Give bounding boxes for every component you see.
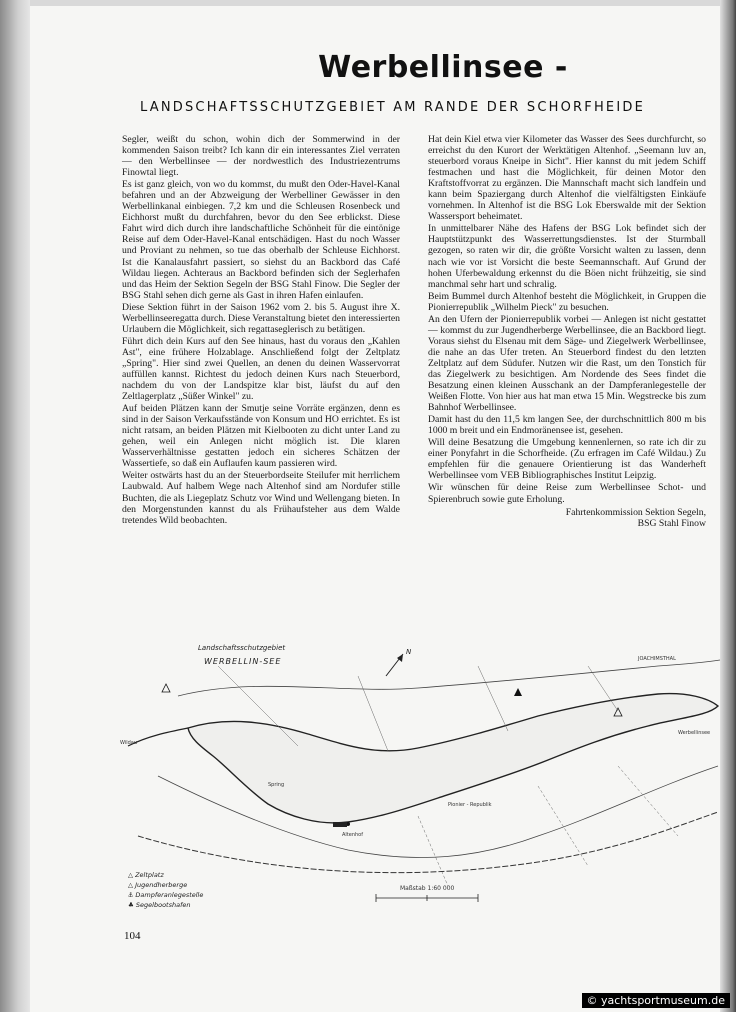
scale-bar xyxy=(376,894,478,902)
book-spine xyxy=(0,0,30,1012)
paragraph: Weiter ostwärts hast du an der Steuerbordseite Steilufer mit herrlichem Laubwald. Auf halbem Wege nach Altenhof sind am Nordufer stille Buchten, die als Liegeplatz Schutz vor Wind und Wellengang bieten. In den Morgenstunden kannst du als Frühaufsteher aus dem Walde tretendes Wild beobachten. xyxy=(122,470,400,526)
page-number: 104 xyxy=(124,930,141,942)
paragraph: In unmittelbarer Nähe des Hafens der BSG Lok befindet sich der Hauptstützpunkt des Wasserrettungsdienstes. Ist der Sturmball gezogen, so raten wir dir, die größte Vorsicht walten zu lassen, denn nach wie vor ist Vorsicht die beste Seemannschaft. Auf Grund der hohen Uferbewaldung erkennst du die Böen nicht frühzeitig, sie sind manchmal sehr hart und schralig. xyxy=(428,223,706,290)
paragraph: Führt dich dein Kurs auf den See hinaus, hast du voraus den „Kahlen Ast", eine frühere Holzablage. Anschließend folgt der Zeltplatz „Spring". Hier sind zwei Quellen, an denen du deinen Wasservorrat auffüllen kannst. Richtest du jedoch deinen Kurs nach Steuerbord, nachdem du von der Landspitze klar bist, läufst du auf den Zeltlagerplatz „Süßer Winkel" zu. xyxy=(122,335,400,403)
map-title-line1: Landschaftsschutzgebiet xyxy=(198,644,286,652)
legend-item: ♣ Segelbootshafen xyxy=(128,901,191,909)
map-legend xyxy=(128,870,203,910)
campsite-icon xyxy=(514,688,522,696)
paragraph: Will deine Besatzung die Umgebung kennenlernen, so rate ich dir zu einer Ponyfahrt in die Schorfheide. (Zu erfragen im Café Wildau.) Zu empfehlen für die genauere Orientierung ist das Wanderheft Werbellinsee vom VEB Bibliographisches Institut Leipzig. xyxy=(428,437,706,482)
paragraph: An den Ufern der Pionierrepublik vorbei — Anlegen ist nicht gestattet — kommst du zur Jugendherberge Werbellinsee, die an Backbord liegt. Voraus siehst du Elsenau mit dem Säge- und Ziegelwerk Werbellinsee, die nahe an das Ufer treten. An Steuerbord findest du den letzten Zeltplatz auf dem Südufer. Nutzen wir die Rast, um den Tonstich für das Ziegelwerk zu besichtigen. Am Nordende des Sees findet die Besatzung einen kleinen Ausschank an der Dampferanlegestelle der Weißen Flotte. Von hier aus hat man etwa 15 Min. Wegstrecke bis zum Bahnhof Werbellinsee. xyxy=(428,313,706,414)
place-pionier-republik: Pionier - Republik xyxy=(448,802,492,808)
paragraph: Hat dein Kiel etwa vier Kilometer das Wasser des Sees durchfurcht, so erreichst du den Kurort der Werktätigen Altenhof. „Seemann luv an, steuerbord voraus Kneipe in Sicht". Hier kannst du mit jedem Schiff festmachen und hast die Möglichkeit, für deinen Motor den Kraftstoffvorrat zu ergänzen. Die Mannschaft macht sich landfein und kann beim Spaziergang durch Altenhof die vielfältigsten Einkäufe vornehmen. In Altenhof ist die BSG Lok Eberswalde mit der Sektion Wassersport beheimatet. xyxy=(428,134,706,223)
paragraph: Auf beiden Plätzen kann der Smutje seine Vorräte ergänzen, denn es sind in der Saison Verkaufsstände von Konsum und HO errichtet. Es ist nicht ratsam, an beiden Plätzen mit Kielbooten zu dicht unter Land zu gehen, weil ein Anlegen nicht möglich ist. Die klaren Wasserverhältnisse gestatten jedoch ein sicheres Schätzen der Wassertiefe, so daß ein Auflaufen kaum passieren wird. xyxy=(122,403,400,470)
paragraph: Damit hast du den 11,5 km langen See, der durchschnittlich 800 m bis 1000 m breit und ein Endmoränensee ist, gesehen. xyxy=(428,414,706,437)
article-subtitle: LANDSCHAFTSSCHUTZGEBIET AM RANDE DER SCHORFHEIDE xyxy=(140,100,646,115)
paragraph: Diese Sektion führt in der Saison 1962 vom 2. bis 5. August ihre X. Werbellinseeregatta durch. Diese Veranstaltung bietet den interessierten Urlaubern die Möglichkeit, sich regattaseglerisch zu betätigen. xyxy=(122,301,400,335)
article-title: Werbellinsee - xyxy=(318,50,568,85)
lake-map xyxy=(118,636,722,906)
legend-item: △ Zeltplatz xyxy=(128,871,164,879)
campsite-icon xyxy=(162,684,170,692)
village-altenhof-icon xyxy=(333,822,347,827)
legend-item: △ Jugendherberge xyxy=(128,881,188,889)
paragraph: Es ist ganz gleich, von wo du kommst, du mußt den Oder-Havel-Kanal befahren und an der Abzweigung der Werbelliner Gewässer in den Werbellinkanal einbiegen. 7,2 km und die Schleusen Rosenbeck und Eichhorst mußt du durchfahren, bevor du den See erblickst. Diese Fahrt wird dich durch ihre landschaftliche Schönheit für die eintönige Reise auf dem Oder-Havel-Kanal entschädigen. Hast du noch Wasser und Proviant zu nehmen, so tue das oberhalb der Schleuse Eichhorst. Ist die Kanalausfahrt passiert, so siehst du an Backbord das Café Wildau liegen. Achteraus an Backbord befinden sich der Seglerhafen und das Heim der Sektion Segeln der BSG Stahl Finow. Die Segler der BSG Stahl sehen dich gerne als Gast in ihren Hafen einlaufen. xyxy=(122,179,400,301)
paragraph: Segler, weißt du schon, wohin dich der Sommerwind in der kommenden Saison treibt? Ich kann dir ein interessantes Ziel verraten — den Werbellinsee — der nordwestlich des Industriezentrums Finowtal liegt. xyxy=(122,134,400,179)
place-joachimsthal: JOACHIMSTHAL xyxy=(638,656,676,662)
paragraph: Beim Bummel durch Altenhof besteht die Möglichkeit, in Gruppen die Pionierrepublik „Wilhelm Pieck" zu besuchen. xyxy=(428,290,706,313)
left-text-column xyxy=(122,134,400,527)
page-edge-shadow xyxy=(720,0,736,1012)
map-scale: Maßstab 1:60 000 xyxy=(400,885,455,892)
signature-line: BSG Stahl Finow xyxy=(637,517,706,529)
right-text-column xyxy=(428,134,706,529)
place-spring: Spring xyxy=(268,782,285,788)
railway xyxy=(138,812,718,873)
place-wildau: Wildau xyxy=(120,740,138,746)
place-altenhof: Altenhof xyxy=(342,832,364,838)
signature xyxy=(428,507,706,529)
north-arrow xyxy=(386,648,412,676)
paragraph: Wir wünschen für deine Reise zum Werbellinsee Schot- und Spierenbruch sowie gute Erholung. xyxy=(428,482,706,505)
map-title-line2: WERBELLIN-SEE xyxy=(204,657,282,666)
north-label: N xyxy=(406,648,412,656)
legend-item: ⚓ Dampferanlegestelle xyxy=(128,891,204,899)
place-werbellinsee: Werbellinsee xyxy=(678,730,711,736)
watermark: © yachtsportmuseum.de xyxy=(582,993,730,1008)
signature-line: Fahrtenkommission Sektion Segeln, xyxy=(565,506,706,518)
